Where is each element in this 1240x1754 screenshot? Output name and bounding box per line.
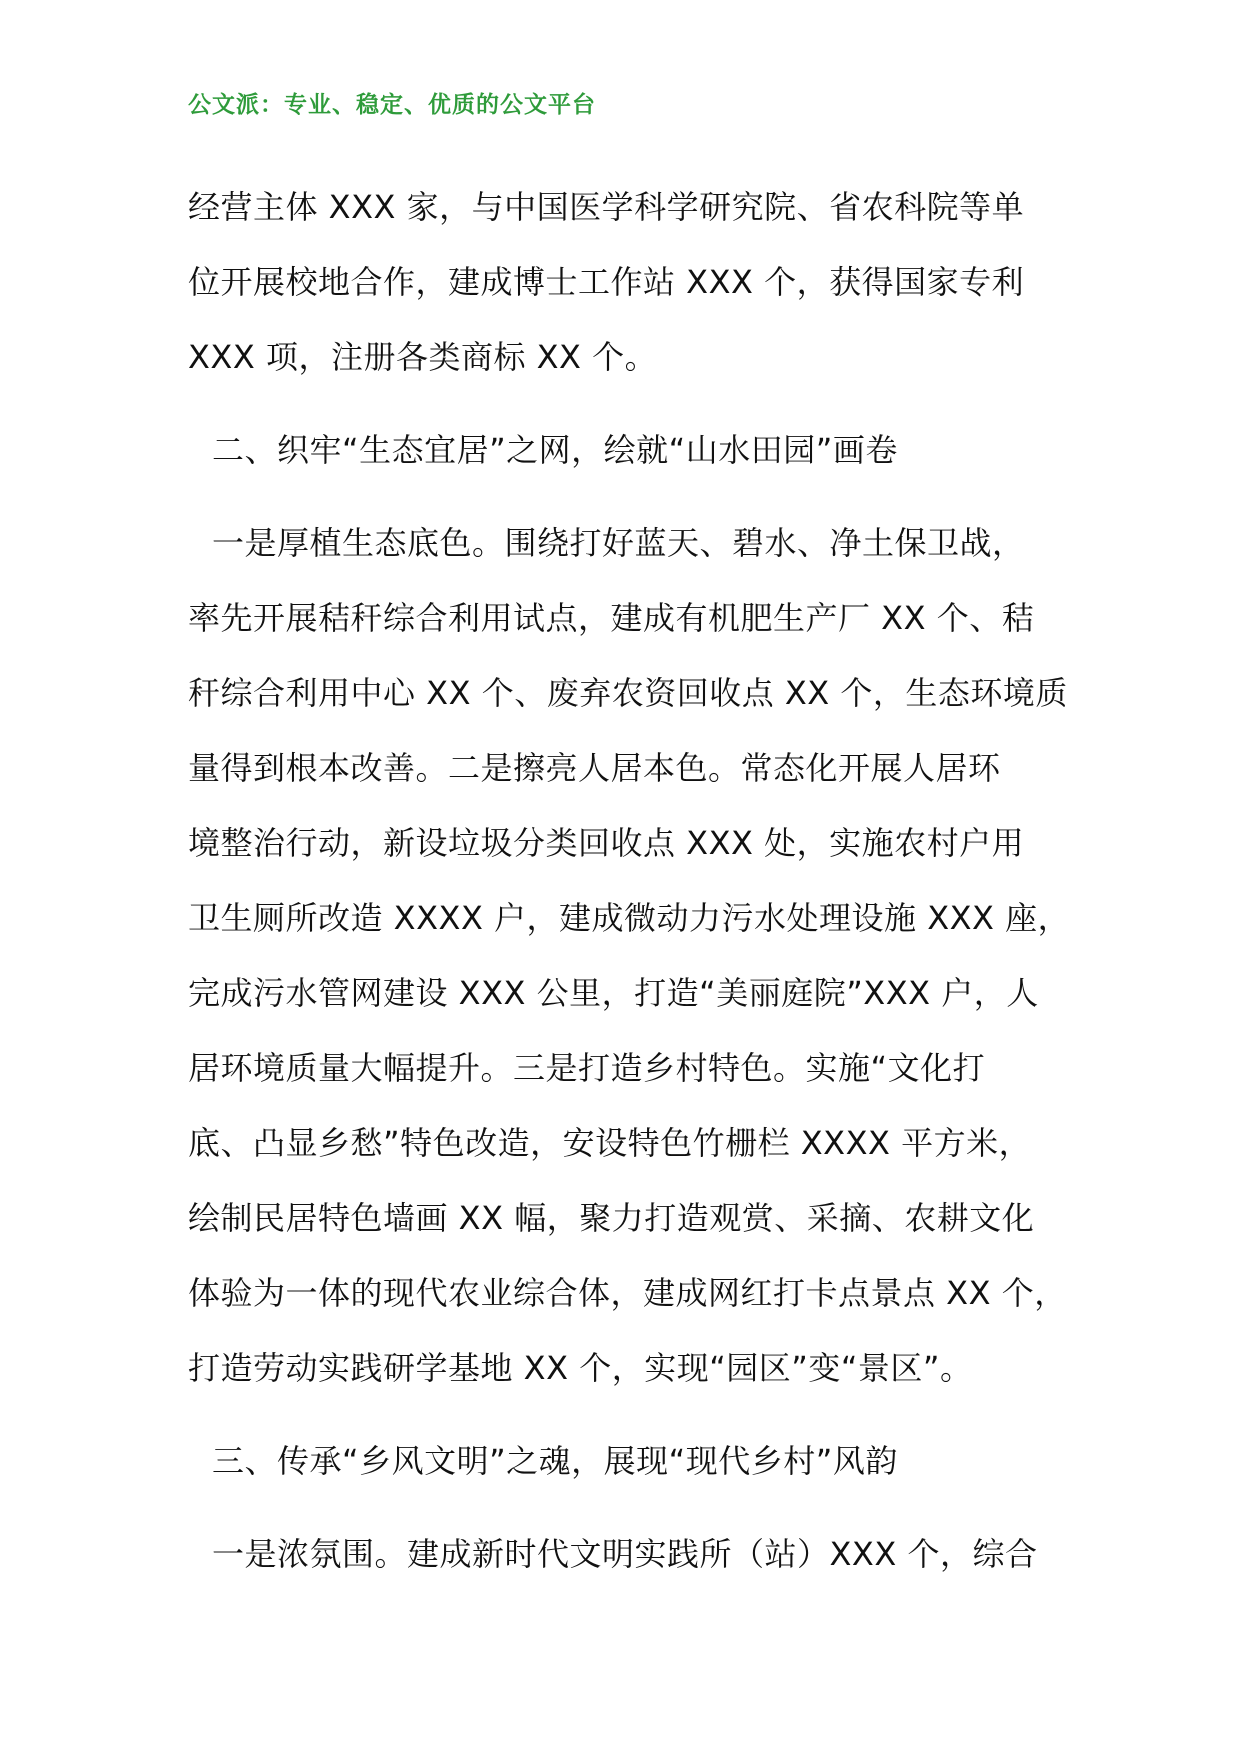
section-heading-3: 三、传承“乡风文明”之魂，展现“现代乡村”风韵: [212, 1442, 898, 1480]
paragraph-line: 率先开展秸秆综合利用试点，建成有机肥生产厂 XX 个、秸: [188, 599, 1035, 637]
document-body: [188, 170, 1071, 1592]
paragraph-line: 秆综合利用中心 XX 个、废弃农资回收点 XX 个，生态环境质: [188, 674, 1068, 712]
paragraph-line: 经营主体 XXX 家，与中国医学科学研究院、省农科院等单: [188, 188, 1025, 226]
paragraph-line: 卫生厕所改造 XXXX 户，建成微动力污水处理设施 XXX 座，: [188, 899, 1071, 937]
page-header: 公文派：专业、稳定、优质的公文平台: [188, 91, 596, 118]
paragraph-line: 完成污水管网建设 XXX 公里，打造“美丽庭院”XXX 户，人: [188, 974, 1039, 1012]
paragraph-line: 绘制民居特色墙画 XX 幅，聚力打造观赏、采摘、农耕文化: [188, 1199, 1035, 1237]
paragraph-line: 一是厚植生态底色。围绕打好蓝天、碧水、净土保卫战，: [212, 524, 1025, 562]
paragraph-line: XXX 项，注册各类商标 XX 个。: [188, 338, 658, 376]
paragraph-2: [188, 506, 1071, 1406]
paragraph-line: 位开展校地合作，建成博士工作站 XXX 个，获得国家专利: [188, 263, 1025, 301]
paragraph-line: 境整治行动，新设垃圾分类回收点 XXX 处，实施农村户用: [188, 824, 1025, 862]
paragraph-1: [188, 170, 1068, 395]
section-heading-2: 二、织牢“生态宜居”之网，绘就“山水田园”画卷: [212, 431, 898, 469]
paragraph-3: [188, 1517, 1068, 1592]
paragraph-line: 一是浓氛围。建成新时代文明实践所（站）XXX 个，综合: [212, 1535, 1038, 1573]
paragraph-line: 体验为一体的现代农业综合体，建成网红打卡点景点 XX 个，: [188, 1274, 1067, 1312]
paragraph-line: 底、凸显乡愁”特色改造，安设特色竹栅栏 XXXX 平方米，: [188, 1124, 1032, 1162]
paragraph-line: 打造劳动实践研学基地 XX 个，实现“园区”变“景区”。: [188, 1349, 973, 1387]
paragraph-line: 量得到根本改善。二是擦亮人居本色。常态化开展人居环: [188, 749, 1001, 787]
paragraph-line: 居环境质量大幅提升。三是打造乡村特色。实施“文化打: [188, 1049, 986, 1087]
